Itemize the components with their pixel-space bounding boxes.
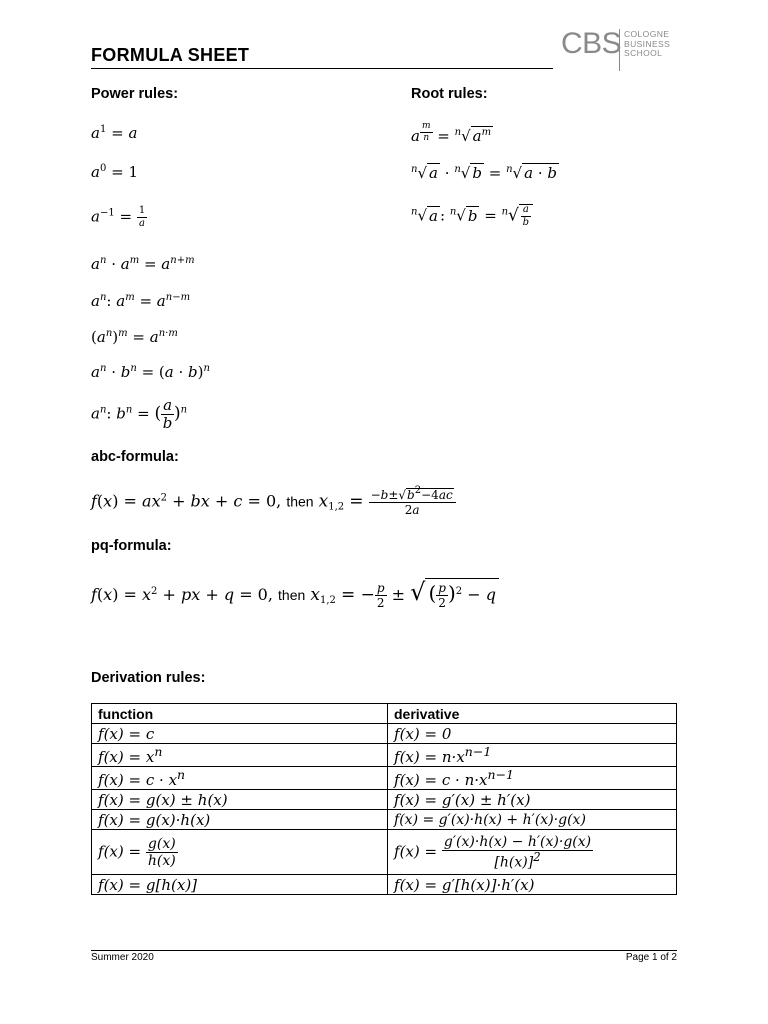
root-rule-3: $^n$√ a : $^n$√ b = $^n$√ $\frac{a}{b}$ <box>411 204 533 228</box>
derivative-cell: $f(x) = n\cdot x^{n-1}$ <box>388 744 677 767</box>
abc-formula: $f(x) = ax^2$ + bx + c = 0, then $x_{1,2}$ = $\frac{-b\pm√b^2-4ac}{2a}$ <box>91 488 456 516</box>
abc-then-word: then <box>286 493 314 510</box>
footer-right: Page 1 of 2 <box>625 952 677 963</box>
function-cell: $f(x) = c \cdot x^n$ <box>92 767 388 790</box>
pq-then-word: then <box>278 587 306 603</box>
logo-text: CBS <box>561 27 622 60</box>
function-cell: f(x) = g[h(x)] <box>92 875 388 895</box>
power-rule-6: $(a^n)^m = a^{n\cdot m}$ <box>91 328 178 346</box>
derivative-cell: f(x) = g′(x)·h(x) + h′(x)·g(x) <box>388 810 677 830</box>
table-row <box>92 875 677 895</box>
root-rule-1: a $^{\frac{m}{n}}$ = $^n$√ $a^m$ <box>411 121 492 145</box>
column-header-derivative: derivative <box>388 704 677 724</box>
power-rules-heading: Power rules: <box>91 86 179 102</box>
logo-divider <box>619 29 620 71</box>
cbs-logo <box>561 27 681 73</box>
table-row <box>92 767 677 790</box>
root-rules-heading: Root rules: <box>411 86 488 102</box>
power-rule-1: $a^1 = a$ <box>91 124 138 142</box>
table-row <box>92 790 677 810</box>
root-rule-2: $^n$√ a · $^n$√ b = $^n$√ a · b <box>411 164 557 182</box>
function-cell: f(x) = $\frac{g(x)}{h(x)}$ <box>92 830 388 875</box>
table-header-row <box>92 704 677 724</box>
derivative-cell: $f(x) = c \cdot n\cdot x^{n-1}$ <box>388 767 677 790</box>
power-rule-3: $a^{-1}$ = $\frac{1}{a}$ <box>91 205 146 229</box>
derivative-cell: f(x) = $\frac{g'(x)\cdot h(x) - h'(x)\cdot g(x)}{[h(x)]^2}$ <box>388 830 677 875</box>
derivation-table <box>91 703 677 895</box>
table-row <box>92 810 677 830</box>
table-row <box>92 744 677 767</box>
logo-line-1: COLOGNE <box>624 29 670 39</box>
derivative-cell: f(x) = g′[h(x)]·h′(x) <box>388 875 677 895</box>
derivative-cell: f(x) = 0 <box>388 724 677 744</box>
table-row <box>92 830 677 875</box>
abc-formula-heading: abc-formula: <box>91 449 179 465</box>
logo-line-3: SCHOOL <box>624 48 663 58</box>
table-row <box>92 724 677 744</box>
page-title: FORMULA SHEET <box>91 45 250 65</box>
column-header-function: function <box>92 704 388 724</box>
derivation-rules-heading: Derivation rules: <box>91 670 206 686</box>
function-cell: $f(x) = x^n$ <box>92 744 388 767</box>
logo-line-2: BUSINESS <box>624 38 671 49</box>
derivative-cell: f(x) = g′(x) ± h′(x) <box>388 790 677 810</box>
pq-formula: $f(x) = x^2$ + px + q = 0, then $x_{1,2}$ = − $\frac{p}{2}$ ± √ ( $\frac{p}{2}$ )$^2$ − q <box>91 578 499 609</box>
power-rule-2: $a^0 = 1$ <box>91 163 138 181</box>
power-rule-5: $a^n$: $a^m = a^{n-m}$ <box>91 292 191 310</box>
power-rule-7: $a^n \cdot b^n = (a \cdot b)^n$ <box>91 363 210 381</box>
function-cell: f(x) = g(x)·h(x) <box>92 810 388 830</box>
function-cell: f(x) = c <box>92 724 388 744</box>
footer-left: Summer 2020 <box>91 952 154 963</box>
footer-rule <box>91 950 677 951</box>
power-rule-4: $a^n \cdot a^m = a^{n+m}$ <box>91 255 195 273</box>
pq-formula-heading: pq-formula: <box>91 538 172 554</box>
power-rule-8: $a^n$: $b^n$ = ( $\frac{a}{b}$ )$^n$ <box>91 396 188 432</box>
title-rule <box>91 68 553 69</box>
function-cell: f(x) = g(x) ± h(x) <box>92 790 388 810</box>
